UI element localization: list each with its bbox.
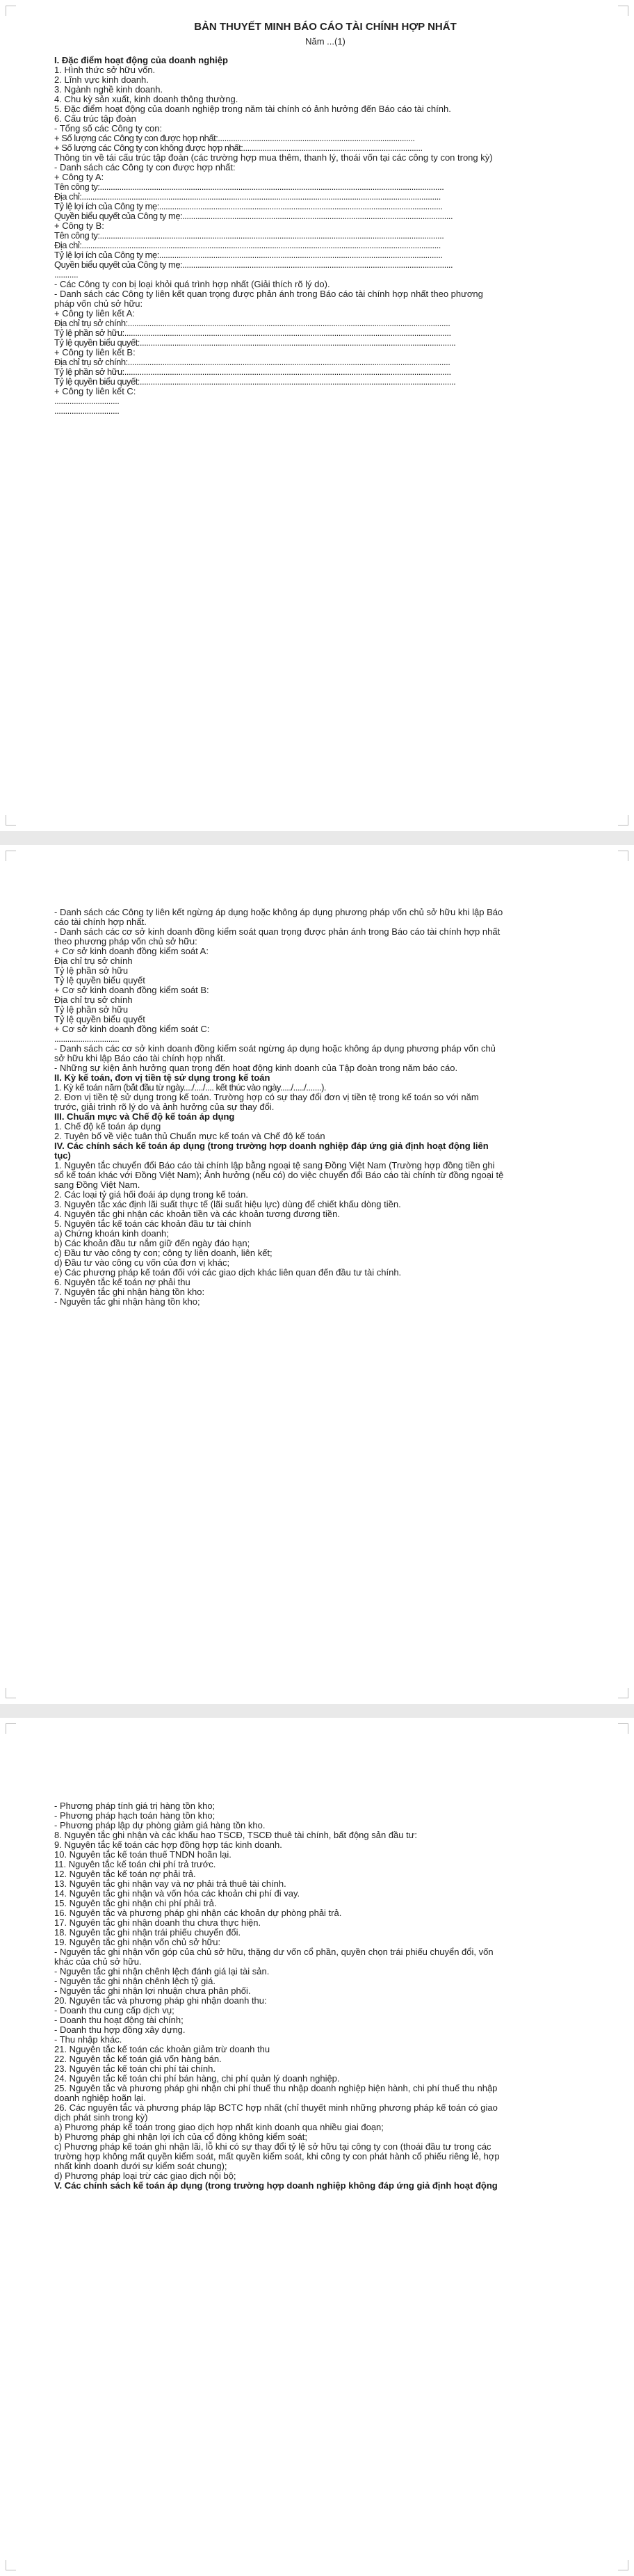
text-line: Tỷ lệ phần sở hữu:....................................................................................................................................................... (54, 367, 451, 377)
text-line: 20. Nguyên tắc và phương pháp ghi nhận doanh thu: (54, 1995, 267, 2006)
document-title: BẢN THUYẾT MINH BÁO CÁO TÀI CHÍNH HỢP NHẤT (194, 21, 457, 33)
text-line: + Số lượng các Công ty con được hợp nhất:........................................................................................... (54, 134, 415, 143)
crop-mark (6, 6, 16, 16)
text-line: .............................. (54, 1034, 120, 1044)
text-line: 3. Nguyên tắc xác định lãi suất thực tế (lãi suất hiệu lực) dùng để chiết khấu dòng tiền. (54, 1199, 401, 1209)
text-line: 1. Kỳ kế toán năm (bắt đầu từ ngày..../..../.... kết thúc vào ngày...../...../.......). (54, 1083, 327, 1093)
text-line: 23. Nguyên tắc kế toán chi phí tài chính. (54, 2063, 216, 2074)
text-line: Tên công ty:............................................................................................................................................................... (54, 182, 444, 192)
text-line: - Doanh thu hợp đồng xây dựng. (54, 2024, 186, 2035)
text-line: ........... (54, 270, 79, 280)
text-line: + Cơ sở kinh doanh đồng kiểm soát C: (54, 1024, 210, 1034)
text-line: a) Chứng khoán kinh doanh; (54, 1228, 169, 1239)
crop-mark (6, 815, 16, 826)
page-2-content (54, 908, 596, 1307)
text-line: Tỷ lệ lợi ích của Công ty mẹ:................................................................................................................................... (54, 202, 443, 211)
text-line: - Nguyên tắc ghi nhận vốn góp của chủ sở hữu, thặng dư vốn cổ phần, quyền chọn trái phiếu chuyển đổi, vốn (54, 1947, 494, 1957)
crop-mark (618, 815, 628, 826)
crop-mark (6, 2560, 16, 2570)
crop-mark (618, 1723, 628, 1734)
text-line: 1. Hình thức sở hữu vốn. (54, 65, 156, 75)
text-line: 6. Cấu trúc tập đoàn (54, 113, 136, 124)
section-heading: V. Các chính sách kế toán áp dụng (trong trường hợp doanh nghiệp không đáp ứng giả định hoạt động (54, 2180, 498, 2191)
text-line: 7. Nguyên tắc ghi nhận hàng tồn kho: (54, 1287, 205, 1297)
text-line: b) Các khoản đầu tư nắm giữ đến ngày đáo hạn; (54, 1238, 250, 1248)
text-line: 17. Nguyên tắc ghi nhận doanh thu chưa thực hiện. (54, 1917, 261, 1928)
crop-mark (618, 6, 628, 16)
text-line: - Nguyên tắc ghi nhận lợi nhuận chưa phân phối. (54, 1986, 251, 1996)
text-line: 6. Nguyên tắc kế toán nợ phải thu (54, 1277, 190, 1287)
crop-mark (618, 2560, 628, 2570)
crop-mark (618, 851, 628, 861)
text-line: khác của chủ sở hữu. (54, 1956, 142, 1967)
text-line: - Danh sách các cơ sở kinh doanh đồng kiểm soát ngừng áp dụng hoặc không áp dụng phương pháp vốn chủ (54, 1043, 496, 1054)
text-line: nhất kinh doanh dưới sự kiểm soát chung); (54, 2161, 227, 2171)
text-line: Tỷ lệ phần sở hữu (54, 965, 129, 976)
text-line: - Các Công ty con bị loại khỏi quá trình hợp nhất (Giải thích rõ lý do). (54, 279, 330, 289)
text-line: 10. Nguyên tắc kế toán thuế TNDN hoãn lại. (54, 1849, 231, 1860)
text-line: - Doanh thu hoạt động tài chính; (54, 2015, 184, 2025)
text-line: + Công ty liên kết C: (54, 386, 136, 396)
text-line: 4. Nguyên tắc ghi nhận các khoản tiền và các khoản tương đương tiền. (54, 1209, 340, 1219)
text-line: 2. Các loại tỷ giá hối đoái áp dụng trong kế toán. (54, 1189, 248, 1200)
text-line: d) Đầu tư vào công cụ vốn của đơn vị khác; (54, 1257, 230, 1268)
text-line: - Phương pháp tính giá trị hàng tồn kho; (54, 1801, 216, 1811)
text-line: 14. Nguyên tắc ghi nhận và vốn hóa các khoản chi phí đi vay. (54, 1888, 300, 1899)
text-line: + Công ty liên kết A: (54, 308, 135, 319)
crop-mark (6, 851, 16, 861)
text-line: trường hợp không mất quyền kiểm soát, mất quyền kiểm soát, khi công ty con phát hành cổ phiếu riêng lẻ, hợp (54, 2151, 500, 2162)
text-line: - Danh sách các cơ sở kinh doanh đồng kiểm soát quan trọng được phản ánh trong Báo cáo tài chính hợp nhất (54, 926, 501, 937)
section-heading: tục) (54, 1150, 71, 1161)
text-line: 5. Nguyên tắc kế toán các khoản đầu tư tài chính (54, 1218, 252, 1229)
text-line: b) Phương pháp ghi nhận lợi ích của cổ đông không kiểm soát; (54, 2132, 307, 2142)
text-line: Tỷ lệ quyền biểu quyết (54, 1014, 145, 1024)
text-line: sở hữu khi lập Báo cáo tài chính hợp nhất. (54, 1053, 226, 1063)
text-line: trước, giải trình rõ lý do và ảnh hưởng của sự thay đổi. (54, 1102, 275, 1112)
text-line: doanh nghiệp hoãn lại. (54, 2093, 146, 2103)
page-3 (0, 1718, 634, 2576)
text-line: + Công ty liên kết B: (54, 347, 136, 357)
text-line: - Những sự kiện ảnh hưởng quan trọng đến hoạt động kinh doanh của Tập đoàn trong năm báo cáo. (54, 1063, 458, 1073)
section-heading: IV. Các chính sách kế toán áp dụng (trong trường hợp doanh nghiệp đáp ứng giả định hoạt động liên (54, 1141, 489, 1151)
text-line: a) Phương pháp kế toán trong giao dịch hợp nhất kinh doanh qua nhiều giai đoạn; (54, 2122, 384, 2132)
text-line: 18. Nguyên tắc ghi nhận trái phiếu chuyển đổi. (54, 1927, 241, 1938)
text-line: sổ kế toán khác với Đồng Việt Nam); Ảnh hưởng (nếu có) do việc chuyển đổi Báo cáo tài chính từ đồng ngoại tệ (54, 1170, 504, 1180)
text-line: e) Các phương pháp kế toán đối với các giao dịch khác liên quan đến đầu tư tài chính. (54, 1267, 402, 1278)
text-line: Địa chỉ trụ sở chính (54, 995, 133, 1005)
text-line: Địa chỉ trụ sở chính:..................................................................................................................................................... (54, 357, 450, 367)
text-line: 5. Đặc điểm hoạt động của doanh nghiệp trong năm tài chính có ảnh hưởng đến Báo cáo tài chính. (54, 104, 451, 114)
page-2 (0, 845, 634, 1704)
page-1-content (54, 56, 596, 416)
text-line: - Doanh thu cung cấp dịch vụ; (54, 2005, 174, 2015)
text-line: 1. Chế độ kế toán áp dụng (54, 1121, 161, 1132)
text-line: 26. Các nguyên tắc và phương pháp lập BCTC hợp nhất (chỉ thuyết minh những phương pháp kế toán có giao (54, 2102, 498, 2113)
text-line: - Nguyên tắc ghi nhận chênh lệch tỷ giá. (54, 1976, 216, 1986)
crop-mark (6, 1723, 16, 1734)
text-line: theo phương pháp vốn chủ sở hữu: (54, 936, 197, 947)
text-line: 13. Nguyên tắc ghi nhận vay và nợ phải trả thuê tài chính. (54, 1878, 286, 1889)
text-line: + Cơ sở kinh doanh đồng kiểm soát B: (54, 985, 209, 995)
text-line: .............................. (54, 406, 120, 416)
text-line: Tỷ lệ quyền biểu quyết:.................................................................................................................................................. (54, 338, 456, 348)
text-line: 8. Nguyên tắc ghi nhận và các khấu hao TSCĐ, TSCĐ thuê tài chính, bất động sản đầu tư: (54, 1830, 418, 1840)
text-line: + Công ty A: (54, 172, 104, 182)
text-line: - Danh sách các Công ty con được hợp nhất: (54, 162, 236, 172)
text-line: 19. Nguyên tắc ghi nhận vốn chủ sở hữu: (54, 1937, 221, 1947)
text-line: Tỷ lệ quyền biểu quyết (54, 975, 145, 985)
text-line: .............................. (54, 396, 120, 406)
text-line: Địa chỉ:...................................................................................................................................................................... (54, 241, 441, 250)
text-line: - Tổng số các Công ty con: (54, 123, 163, 134)
page-2-body (54, 908, 596, 1307)
text-line: Tỷ lệ phần sở hữu:....................................................................................................................................................... (54, 328, 451, 338)
section-heading: I. Đặc điểm hoạt động của doanh nghiệp (54, 55, 228, 65)
text-line: Địa chỉ trụ sở chính (54, 956, 133, 966)
crop-mark (6, 1688, 16, 1698)
text-line: sang Đồng Việt Nam. (54, 1180, 140, 1190)
text-line: 24. Nguyên tắc kế toán chi phí bán hàng, chi phí quản lý doanh nghiệp. (54, 2073, 340, 2084)
text-line: cáo tài chính hợp nhất. (54, 917, 147, 927)
section-heading: II. Kỳ kế toán, đơn vị tiền tệ sử dụng trong kế toán (54, 1072, 270, 1083)
text-line: 4. Chu kỳ sản xuất, kinh doanh thông thường. (54, 94, 238, 104)
section-heading: III. Chuẩn mực và Chế độ kế toán áp dụng (54, 1111, 235, 1122)
text-line: 9. Nguyên tắc kế toán các hợp đồng hợp tác kinh doanh. (54, 1840, 282, 1850)
text-line: 2. Lĩnh vực kinh doanh. (54, 74, 149, 85)
text-line: + Công ty B: (54, 220, 104, 231)
text-line: - Phương pháp lập dự phòng giảm giá hàng tồn kho. (54, 1820, 266, 1830)
text-line: 1. Nguyên tắc chuyển đổi Báo cáo tài chính lập bằng ngoại tệ sang Đồng Việt Nam (Trường hợp đồng tiền ghi (54, 1160, 495, 1170)
text-line: c) Phương pháp kế toán ghi nhận lãi, lỗ khi có sự thay đổi tỷ lệ sở hữu tại công ty con (thoái đầu tư trong các (54, 2141, 491, 2152)
text-line: - Nguyên tắc ghi nhận hàng tồn kho; (54, 1296, 200, 1307)
text-line: d) Phương pháp loại trừ các giao dịch nội bộ; (54, 2171, 236, 2181)
text-line: Tỷ lệ phần sở hữu (54, 1004, 129, 1015)
text-line: + Cơ sở kinh doanh đồng kiểm soát A: (54, 946, 209, 956)
text-line: 21. Nguyên tắc kế toán các khoản giảm trừ doanh thu (54, 2044, 270, 2054)
page-1-body (54, 21, 596, 416)
text-line: Tỷ lệ lợi ích của Công ty mẹ:................................................................................................................................... (54, 250, 443, 260)
text-line: Thông tin về tái cấu trúc tập đoàn (các trường hợp mua thêm, thanh lý, thoái vốn tại các công ty con trong kỳ) (54, 152, 493, 163)
text-line: 22. Nguyên tắc kế toán giá vốn hàng bán. (54, 2054, 222, 2064)
text-line: 15. Nguyên tắc ghi nhận chi phí phải trả. (54, 1898, 217, 1908)
page-3-content (54, 1801, 596, 2191)
text-line: 12. Nguyên tắc kế toán nợ phải trả. (54, 1869, 196, 1879)
document-subtitle: Năm ...(1) (305, 36, 346, 47)
page-1 (0, 0, 634, 831)
text-line: Địa chỉ:...................................................................................................................................................................... (54, 192, 441, 202)
text-line: Quyền biểu quyết của Công ty mẹ:............................................................................................................................. (54, 211, 453, 221)
text-line: + Số lượng các Công ty con không được hợp nhất:................................................................................... (54, 143, 423, 153)
text-line: - Danh sách các Công ty liên kết quan trọng được phản ánh trong Báo cáo tài chính hợp nhất theo phương (54, 289, 483, 299)
text-line: - Danh sách các Công ty liên kết ngừng áp dụng hoặc không áp dụng phương pháp vốn chủ sở hữu khi lập Báo (54, 907, 503, 917)
text-line: 3. Ngành nghề kinh doanh. (54, 84, 163, 95)
text-line: 11. Nguyên tắc kế toán chi phí trả trước. (54, 1859, 216, 1869)
text-line: Tên công ty:............................................................................................................................................................... (54, 231, 444, 241)
text-line: 16. Nguyên tắc và phương pháp ghi nhận các khoản dự phòng phải trả. (54, 1908, 342, 1918)
text-line: Tỷ lệ quyền biểu quyết:.................................................................................................................................................. (54, 377, 456, 387)
text-line: Quyền biểu quyết của Công ty mẹ:............................................................................................................................. (54, 260, 453, 270)
text-line: 2. Đơn vị tiền tệ sử dụng trong kế toán. Trường hợp có sự thay đổi đơn vị tiền tệ trong kế toán so với năm (54, 1092, 479, 1102)
text-line: dịch phát sinh trong kỳ) (54, 2112, 148, 2123)
text-line: Địa chỉ trụ sở chính:..................................................................................................................................................... (54, 319, 450, 328)
text-line: - Phương pháp hạch toán hàng tồn kho; (54, 1810, 216, 1821)
text-line: c) Đầu tư vào công ty con; công ty liên doanh, liên kết; (54, 1248, 273, 1258)
page-3-body (54, 1801, 596, 2191)
text-line: 25. Nguyên tắc và phương pháp ghi nhận chi phí thuế thu nhập doanh nghiệp hiện hành, chi phí thuế thu nhập (54, 2083, 498, 2093)
text-line: 2. Tuyên bố về việc tuân thủ Chuẩn mực kế toán và Chế độ kế toán (54, 1131, 325, 1141)
crop-mark (618, 1688, 628, 1698)
text-line: pháp vốn chủ sở hữu: (54, 298, 143, 309)
text-line: - Thu nhập khác. (54, 2034, 122, 2045)
text-line: - Nguyên tắc ghi nhận chênh lệch đánh giá lại tài sản. (54, 1966, 270, 1977)
